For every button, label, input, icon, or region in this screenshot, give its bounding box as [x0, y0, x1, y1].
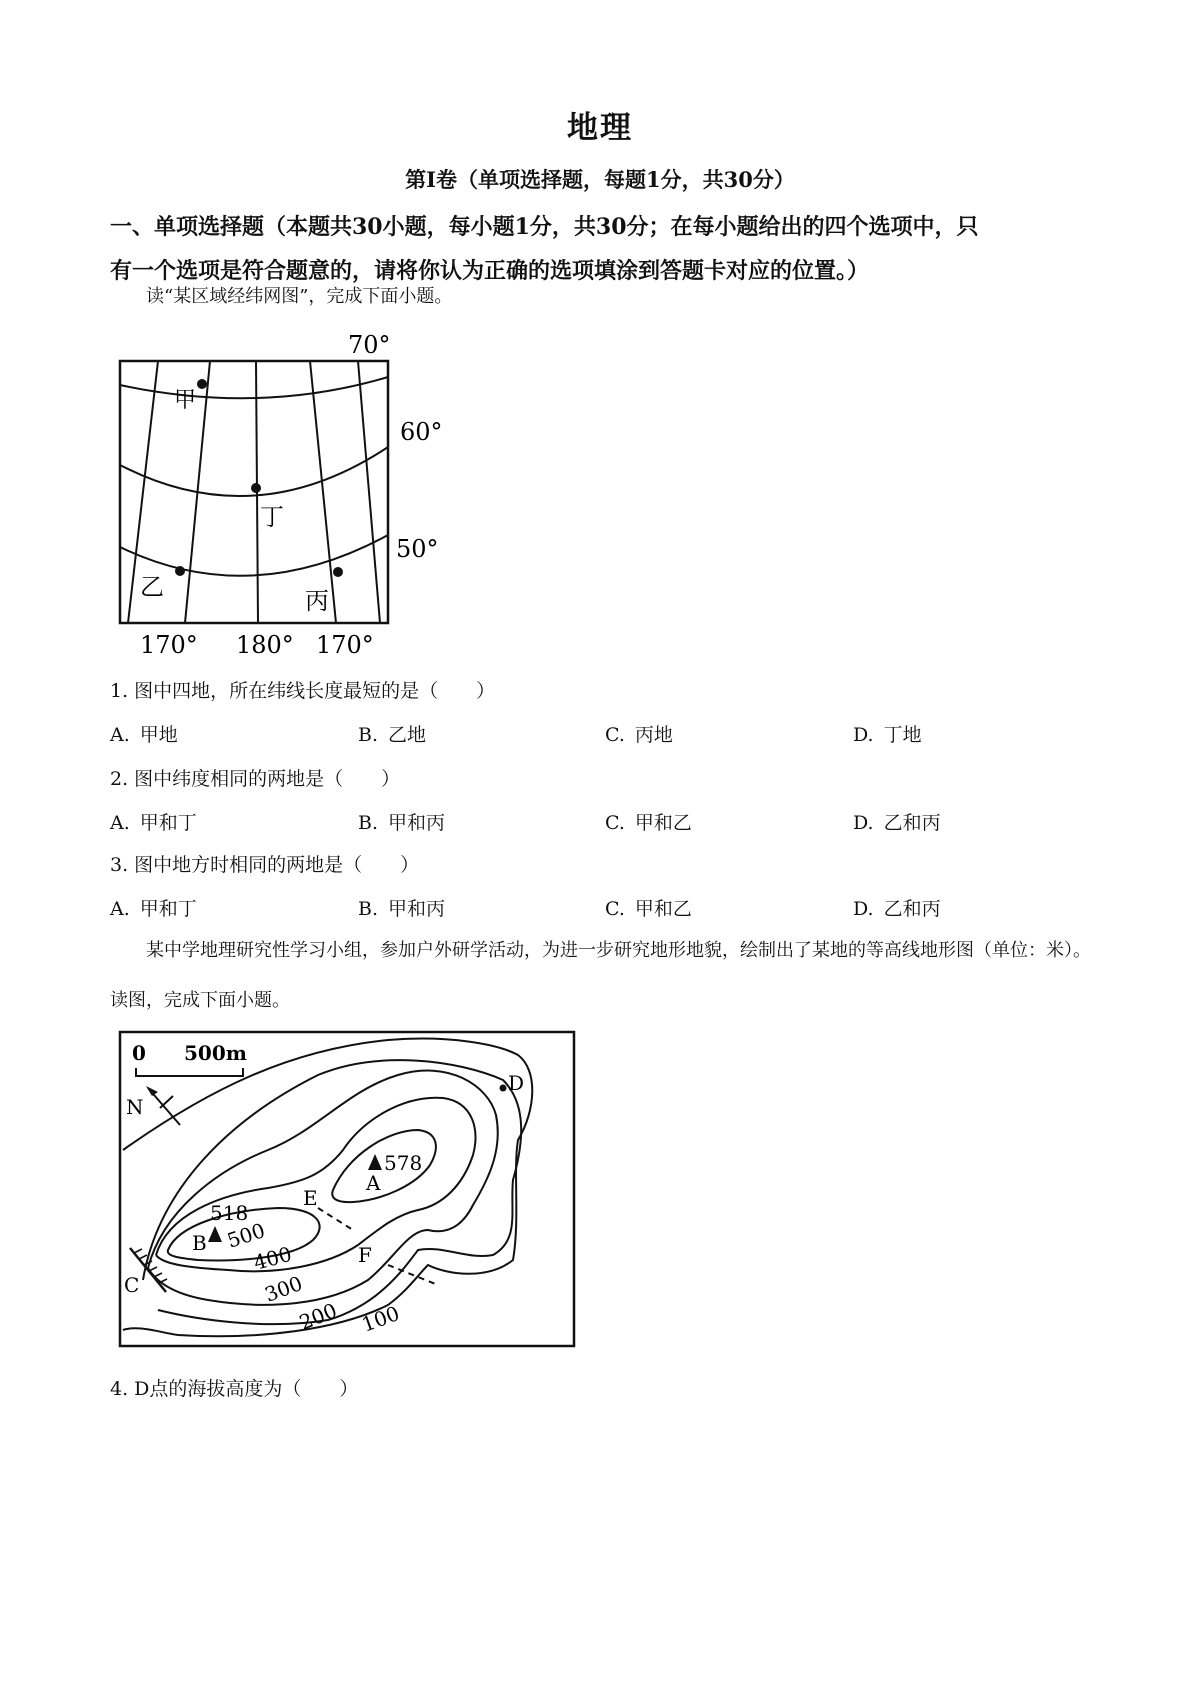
- option-c[interactable]: C. 丙地: [605, 724, 673, 746]
- north-arrow-icon: [126, 1086, 180, 1125]
- dashed-line-e: [318, 1208, 353, 1230]
- intro-map1: 读“某区域经纬网图”，完成下面小题。: [146, 286, 453, 307]
- option-c[interactable]: C. 甲和乙: [605, 898, 692, 920]
- point-jia: [197, 379, 207, 389]
- question-4-stem: 4. D点的海拔高度为（ ）: [110, 1378, 359, 1400]
- parallel-50: [120, 535, 388, 576]
- option-c[interactable]: C. 甲和乙: [605, 812, 692, 834]
- graticule-map: [110, 325, 460, 665]
- lon-label-180: 180°: [236, 631, 294, 659]
- label-d: D: [508, 1071, 525, 1095]
- option-a[interactable]: A. 甲和丁: [110, 812, 197, 834]
- point-ding: [251, 483, 261, 493]
- label-jia: 甲: [174, 388, 197, 413]
- map2-frame: [120, 1032, 574, 1346]
- scale-zero: 0: [132, 1041, 146, 1065]
- scale-bar: [132, 1041, 247, 1076]
- option-d[interactable]: D. 乙和丙: [853, 812, 941, 834]
- page-title: 地理: [567, 110, 633, 146]
- scale-label: 500m: [184, 1041, 247, 1065]
- section-heading-line1: 一、单项选择题（本题共30小题，每小题1分，共30分；在每小题给出的四个选项中，只: [110, 214, 979, 240]
- option-d[interactable]: D. 丁地: [853, 724, 922, 746]
- parallel-70: [120, 377, 388, 398]
- meridian-right-outer: [358, 361, 380, 623]
- lat-label-70: 70°: [348, 331, 391, 359]
- point-bing: [333, 567, 343, 577]
- option-a[interactable]: A. 甲和丁: [110, 898, 197, 920]
- lat-label-50: 50°: [396, 535, 439, 563]
- point-yi: [175, 566, 185, 576]
- option-a[interactable]: A. 甲地: [110, 724, 178, 746]
- question-2-stem: 2. 图中纬度相同的两地是（ ）: [110, 768, 401, 790]
- label-yi: 乙: [140, 573, 164, 601]
- section-heading-line2: 有一个选项是符合题意的，请将你认为正确的选项填涂到答题卡对应的位置。）: [110, 258, 870, 284]
- lon-label-170-west: 170°: [140, 631, 198, 659]
- option-b[interactable]: B. 乙地: [358, 724, 427, 746]
- label-c: C: [124, 1273, 140, 1297]
- contour-label-400: 400: [251, 1241, 295, 1275]
- section-subtitle: 第Ⅰ卷（单项选择题，每题1分，共30分）: [405, 167, 795, 192]
- question-3-stem: 3. 图中地方时相同的两地是（ ）: [110, 854, 420, 876]
- label-a: A: [366, 1171, 381, 1195]
- lon-label-170-east: 170°: [316, 631, 374, 659]
- peak-b-value: 518: [210, 1201, 249, 1225]
- meridian-right: [310, 361, 336, 623]
- peak-a-icon: [368, 1154, 382, 1170]
- contour-map: [118, 1030, 578, 1350]
- option-b[interactable]: B. 甲和丙: [358, 812, 446, 834]
- north-label: N: [126, 1095, 144, 1119]
- contour-300: [148, 1071, 498, 1305]
- contour-label-100: 100: [358, 1301, 403, 1337]
- label-e: E: [303, 1186, 318, 1210]
- label-ding: 丁: [260, 503, 284, 531]
- option-d[interactable]: D. 乙和丙: [853, 898, 941, 920]
- contour-label-300: 300: [261, 1271, 306, 1307]
- label-f: F: [358, 1243, 372, 1267]
- contour-label-500: 500: [224, 1218, 268, 1253]
- question-1-stem: 1. 图中四地，所在纬线长度最短的是（ ）: [110, 680, 496, 702]
- peak-b-icon: [208, 1226, 222, 1242]
- point-d-dot: [500, 1085, 507, 1092]
- intro-map2: 某中学地理研究性学习小组，参加户外研学活动，为进一步研究地形地貌，绘制出了某地的等高线地形图（单位：米）。读图，完成下面小题。: [110, 940, 1091, 1011]
- option-b[interactable]: B. 甲和丙: [358, 898, 446, 920]
- lat-label-60: 60°: [400, 418, 443, 446]
- peak-a-value: 578: [384, 1151, 423, 1175]
- label-b: B: [192, 1231, 207, 1255]
- contour-label-200: 200: [295, 1298, 341, 1335]
- label-bing: 丙: [305, 587, 329, 615]
